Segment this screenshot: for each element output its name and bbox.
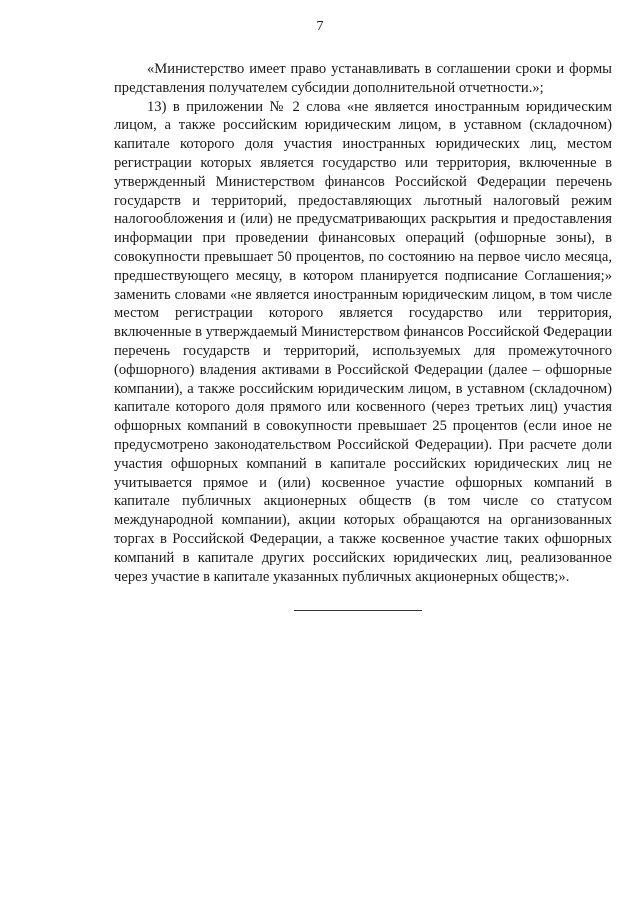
page-number: 7: [316, 19, 324, 34]
paragraph-item-13: 13) в приложении № 2 слова «не является иностранным юридическим лицом, а также российским юридическим лицом, в уставном (складочном) капитале которого доля участия иностранных юридических лиц, местом регистрации которых является государство или территория, включенные в утвержденный Министерством финансов Российской Федерации перечень государств и территорий, предоставляющих льготный налоговый режим налогообложения и (или) не предусматривающих раскрытия и предоставления информации при проведении финансовых операций (офшорные зоны), в совокупности превышает 50 процентов, по состоянию на первое число месяца, предшествующего месяцу, в котором планируется подписание Соглашения;» заменить словами «не является иностранным юридическим лицом, в том числе местом регистрации которого является государство или территория, включенные в утверждаемый Министерством финансов Российской Федерации перечень государств и территорий, используемых для промежуточного (офшорного) владения активами в Российской Федерации (далее – офшорные компании), а также российским юридическим лицом, в уставном (складочном) капитале которого доля прямого или косвенного (через третьих лиц) участия офшорных компаний в совокупности превышает 25 процентов (если иное не предусмотрено законодательством Российской Федерации). При расчете доли участия офшорных компаний в капитале российских юридических лиц не учитывается прямое и (или) косвенное участие офшорных компаний в капитале публичных акционерных обществ (в том числе со статусом международной компании), акции которых обращаются на организованных торгах в Российской Федерации, а также косвенное участие таких офшорных компаний в капитале других российских юридических лиц, реализованное через участие в капитале указанных публичных акционерных обществ;».: [114, 98, 612, 585]
paragraph-ministry-rights: «Министерство имеет право устанавливать в соглашении сроки и формы представления получателем субсидии дополнительной отчетности.»;: [114, 61, 612, 96]
separator-line: [294, 610, 422, 611]
document-body: [114, 60, 612, 586]
